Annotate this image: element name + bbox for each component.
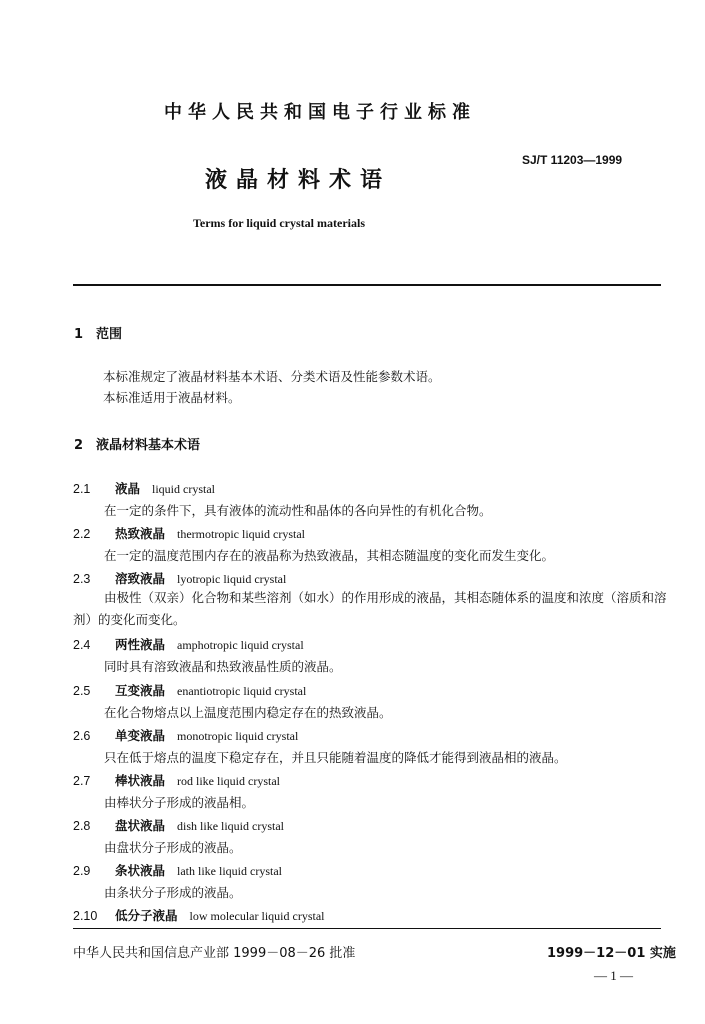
- term-number: 2.1: [73, 482, 91, 496]
- term-entry: [73, 569, 286, 587]
- section-number: 1: [74, 327, 84, 342]
- term-name-cn: 互变液晶: [115, 683, 166, 698]
- term-definition: 在一定的条件下，具有液体的流动性和晶体的各向异性的有机化合物。: [104, 503, 492, 518]
- term-number: 2.7: [73, 774, 91, 788]
- term-name-cn: 盘状液晶: [115, 818, 166, 833]
- scope-paragraph-1: 本标准规定了液晶材料基本术语、分类术语及性能参数术语。: [103, 369, 441, 384]
- term-number: 2.5: [73, 684, 91, 698]
- term-name-cn: 溶致液晶: [115, 571, 166, 586]
- term-name-en: low molecular liquid crystal: [189, 909, 325, 923]
- page-number: — 1 —: [594, 968, 633, 983]
- term-name-cn: 单变液晶: [115, 728, 166, 743]
- term-name-en: lath like liquid crystal: [177, 864, 282, 878]
- term-name-cn: 液晶: [115, 481, 141, 496]
- term-number: 2.4: [73, 638, 91, 652]
- term-entry: [73, 861, 282, 879]
- term-name-en: monotropic liquid crystal: [177, 729, 299, 743]
- header-divider: [73, 284, 661, 286]
- term-definition: 由极性（双亲）化合物和某些溶剂（如水）的作用形成的液晶，其相态随体系的温度和浓度（溶质和溶剂）的变化而变化。: [73, 590, 667, 627]
- document-title-cn: 液晶材料术语: [205, 167, 392, 193]
- standard-organization: 中华人民共和国电子行业标准: [164, 102, 476, 123]
- term-name-cn: 棒状液晶: [115, 773, 166, 788]
- section-heading-scope: [74, 323, 122, 342]
- term-entry: [73, 906, 324, 924]
- term-entry: [73, 681, 306, 699]
- term-definition: 在一定的温度范围内存在的液晶称为热致液晶，其相态随温度的变化而发生变化。: [104, 548, 555, 563]
- term-definition: 只在低于熔点的温度下稳定存在，并且只能随着温度的降低才能得到液晶相的液晶。: [104, 750, 567, 765]
- term-definition: 由棒状分子形成的液晶相。: [104, 795, 255, 810]
- term-number: 2.8: [73, 819, 91, 833]
- term-name-cn: 两性液晶: [115, 637, 166, 652]
- term-name-en: liquid crystal: [152, 482, 216, 496]
- term-name-en: enantiotropic liquid crystal: [177, 684, 307, 698]
- term-name-en: dish like liquid crystal: [177, 819, 285, 833]
- term-entry: [73, 771, 280, 789]
- term-number: 2.9: [73, 864, 91, 878]
- term-number: 2.10: [73, 909, 98, 923]
- section-number: 2: [74, 438, 84, 453]
- term-number: 2.6: [73, 729, 91, 743]
- section-title: 范围: [96, 327, 123, 342]
- section-heading-basic-terms: [74, 434, 200, 453]
- term-name-en: lyotropic liquid crystal: [177, 572, 287, 586]
- footer-divider: [73, 928, 661, 929]
- implementation-date: 1999－12－01 实施: [547, 946, 676, 961]
- term-entry: [73, 726, 298, 744]
- term-name-en: amphotropic liquid crystal: [177, 638, 304, 652]
- term-number: 2.2: [73, 527, 91, 541]
- term-definition: 同时具有溶致液晶和热致液晶性质的液晶。: [104, 659, 342, 674]
- term-name-en: rod like liquid crystal: [177, 774, 280, 788]
- term-entry: [73, 816, 284, 834]
- document-title-en: Terms for liquid crystal materials: [193, 216, 365, 230]
- standard-code: SJ/T 11203—1999: [522, 153, 623, 167]
- term-name-en: thermotropic liquid crystal: [177, 527, 305, 541]
- approval-note: 中华人民共和国信息产业部 1999－08－26 批准: [73, 946, 356, 961]
- term-name-cn: 热致液晶: [115, 526, 166, 541]
- term-entry: [73, 479, 215, 497]
- term-name-cn: 条状液晶: [115, 863, 166, 878]
- term-definition: 在化合物熔点以上温度范围内稳定存在的热致液晶。: [104, 705, 392, 720]
- term-name-cn: 低分子液晶: [115, 908, 178, 923]
- term-entry: [73, 635, 304, 653]
- section-title: 液晶材料基本术语: [96, 438, 201, 453]
- term-definition: 由盘状分子形成的液晶。: [104, 840, 242, 855]
- term-entry: [73, 524, 305, 542]
- term-number: 2.3: [73, 572, 91, 586]
- term-definition: 由条状分子形成的液晶。: [104, 885, 242, 900]
- scope-paragraph-2: 本标准适用于液晶材料。: [103, 390, 241, 405]
